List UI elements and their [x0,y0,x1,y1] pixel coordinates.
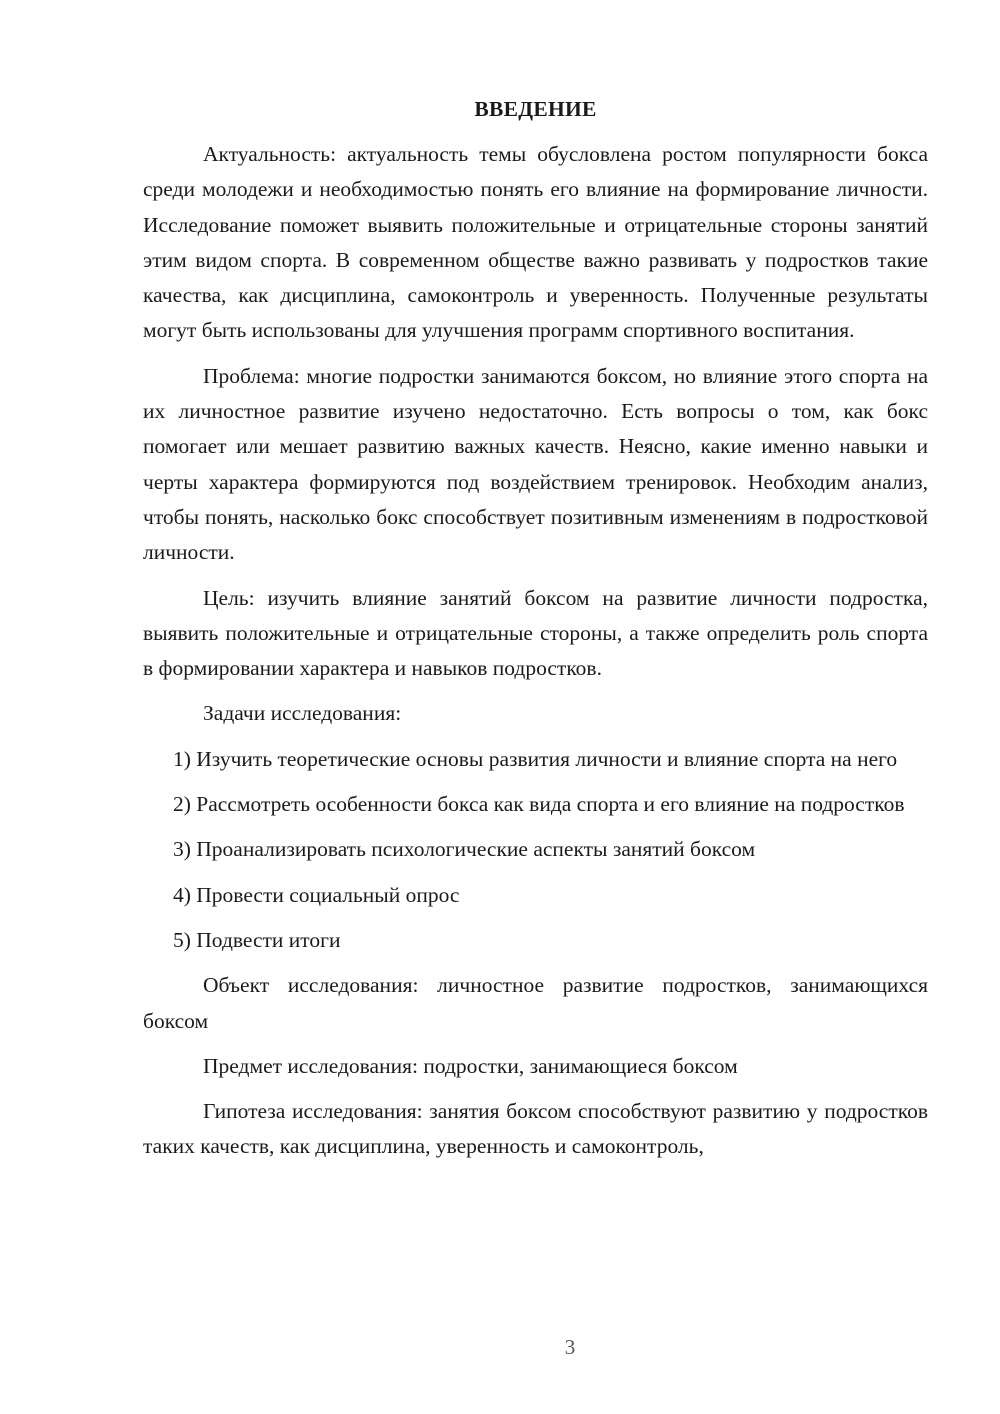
paragraph-hypothesis: Гипотеза исследования: занятия боксом способствуют развитию у подростков таких качеств, как дисциплина, уверенность и самоконтроль, [143,1099,928,1159]
document-page [143,92,928,1165]
document-title: ВВЕДЕНИЕ [474,97,597,121]
page-number: 3 [564,1335,576,1359]
task-item: 1) Изучить теоретические основы развития личности и влияние спорта на него [173,746,898,771]
task-item: 3) Проанализировать психологические аспекты занятий боксом [173,837,756,862]
paragraph-object: Объект исследования: личностное развитие подростков, занимающихся боксом [143,973,928,1033]
paragraph-relevance: Актуальность: актуальность темы обусловлена ростом популярности бокса среди молодежи и необходимостью понять его влияние на формирование личности. Исследование поможет выявить положительные и отрицательные стороны занятий этим видом спорта. В современном обществе важно развивать у подростков такие качества, как дисциплина, самоконтроль и уверенность. Полученные результаты могут быть использованы для улучшения программ спортивного воспитания. [143,142,928,343]
task-item: 4) Провести социальный опрос [173,882,460,907]
task-item: 5) Подвести итоги [173,927,341,952]
task-item: 2) Рассмотреть особенности бокса как вида спорта и его влияние на подростков [173,792,905,817]
paragraph-tasks-heading: Задачи исследования: [203,701,402,726]
paragraph-problem: Проблема: многие подростки занимаются боксом, но влияние этого спорта на их личностное развитие изучено недостаточно. Есть вопросы о том, как бокс помогает или мешает развитию важных качеств. Неясно, какие именно навыки и черты характера формируются под воздействием тренировок. Необходим анализ, чтобы понять, насколько бокс способствует позитивным изменениям в подростковой личности. [143,363,928,565]
paragraph-goal: Цель: изучить влияние занятий боксом на развитие личности подростка, выявить положительные и отрицательные стороны, а также определить роль спорта в формировании характера и навыков подростков. [143,585,928,681]
paragraph-subject: Предмет исследования: подростки, занимающиеся боксом [203,1053,738,1078]
